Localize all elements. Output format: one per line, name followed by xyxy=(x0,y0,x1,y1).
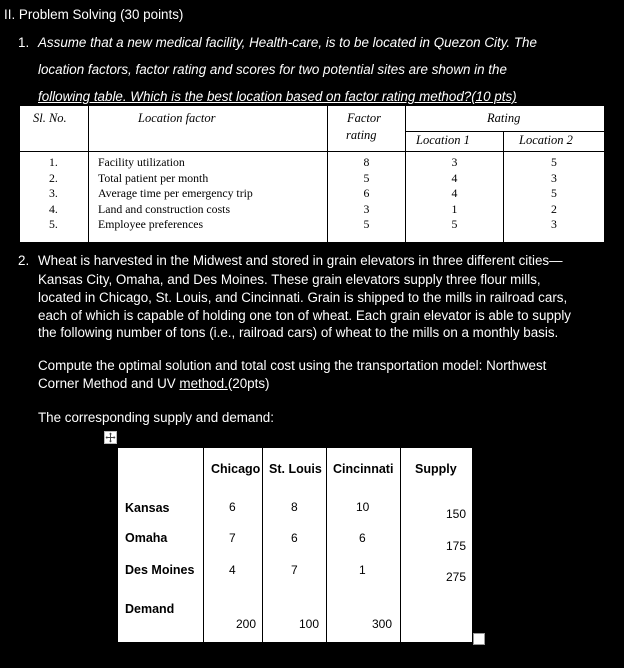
cost-cell: 4 xyxy=(229,563,236,577)
header-location-2: Location 2 xyxy=(519,133,573,147)
factor-rating-cell: 5 xyxy=(363,217,370,231)
header-factor-rating-1: Factor xyxy=(347,111,382,125)
header-rating: Rating xyxy=(487,111,521,125)
location-1-cell: 4 xyxy=(451,170,458,185)
factor-rating-table xyxy=(19,105,605,243)
header-location-factor: Location factor xyxy=(138,111,216,125)
sl-no-cell: 5. xyxy=(49,217,58,231)
header-supply: Supply xyxy=(415,462,457,476)
cost-cell: 8 xyxy=(291,500,298,514)
demand-cell: 200 xyxy=(236,617,257,631)
supply-cell: 175 xyxy=(446,539,467,553)
cost-cell: 10 xyxy=(356,500,370,514)
section-title: II. Problem Solving (30 points) xyxy=(4,7,184,22)
col-location-2 xyxy=(504,155,604,233)
col-factors xyxy=(98,155,253,233)
compute-line-2c: (20pts) xyxy=(227,376,270,391)
cost-cell: 1 xyxy=(359,563,366,577)
sl-no-cell: 2. xyxy=(49,170,58,185)
q2-line-5: the following number of tons (i.e., railroad cars) of wheat to the mills on a monthly basis. xyxy=(38,325,559,340)
table-resize-handle-icon[interactable] xyxy=(473,633,485,645)
header-chicago: Chicago xyxy=(211,462,261,476)
demand-cell: 300 xyxy=(372,617,393,631)
supply-cell: 275 xyxy=(446,570,467,584)
q2-line-1: Wheat is harvested in the Midwest and stored in grain elevators in three different cities— xyxy=(38,253,563,268)
q1-number: 1. xyxy=(18,35,30,50)
q2-line-2: Kansas City, Omaha, and Des Moines. These grain elevators supply three flour mills, xyxy=(38,272,541,287)
supply-demand-label: The corresponding supply and demand: xyxy=(38,410,274,425)
location-2-cell: 5 xyxy=(551,186,557,200)
q2-line-4: each of which is capable of holding one ton of wheat. Each grain elevator is able to supply xyxy=(38,308,571,323)
col-sl-no xyxy=(49,155,58,233)
table-move-handle-icon[interactable] xyxy=(104,431,117,444)
location-2-cell: 3 xyxy=(551,217,557,231)
col-location-1 xyxy=(406,155,503,233)
row-label-kansas: Kansas xyxy=(125,501,170,515)
cost-cell: 7 xyxy=(291,563,298,577)
location-1-cell: 5 xyxy=(451,217,458,231)
location-2-cell: 2 xyxy=(551,201,557,216)
header-factor-rating-2: rating xyxy=(346,128,377,142)
factor-cell: Average time per emergency trip xyxy=(98,186,253,200)
sl-no-cell: 1. xyxy=(49,155,58,169)
q1-line-2: location factors, factor rating and scores for two potential sites are shown in the xyxy=(38,62,507,77)
sl-no-cell: 3. xyxy=(49,186,58,200)
q1-line-1: Assume that a new medical facility, Health-care, is to be located in Quezon City. The xyxy=(38,35,537,50)
q1-line-3: following table. Which is the best location based on factor rating method?(10 pts) xyxy=(38,89,517,104)
transportation-table xyxy=(117,447,473,643)
location-2-cell: 3 xyxy=(551,170,557,185)
q2-number: 2. xyxy=(18,253,30,268)
row-label-omaha: Omaha xyxy=(125,531,168,545)
compute-line-2 xyxy=(38,376,270,392)
factor-rating-cell: 3 xyxy=(363,201,370,216)
factor-rating-cell: 8 xyxy=(363,155,370,169)
factor-rating-cell: 6 xyxy=(363,186,370,200)
location-1-cell: 3 xyxy=(451,155,458,169)
header-location-1: Location 1 xyxy=(416,133,470,147)
factor-rating-cell: 5 xyxy=(363,170,370,185)
row-label-des-moines: Des Moines xyxy=(125,563,195,577)
header-sl-no: Sl. No. xyxy=(33,111,67,125)
location-2-cell: 5 xyxy=(551,155,557,169)
factor-cell: Land and construction costs xyxy=(98,201,231,216)
sl-no-cell: 4. xyxy=(49,201,58,216)
cost-cell: 6 xyxy=(229,500,236,514)
demand-cell: 100 xyxy=(299,617,320,631)
header-cincinnati: Cincinnati xyxy=(333,462,394,476)
compute-line-2b: method. xyxy=(179,376,228,391)
q2-line-3: located in Chicago, St. Louis, and Cincinnati. Grain is shipped to the mills in railroad cars, xyxy=(38,290,568,305)
cost-cell: 6 xyxy=(291,531,298,545)
factor-cell: Employee preferences xyxy=(98,217,204,231)
supply-cell: 150 xyxy=(446,507,467,521)
cost-cell: 6 xyxy=(359,531,366,545)
header-st-louis: St. Louis xyxy=(269,462,322,476)
row-label-demand: Demand xyxy=(125,602,175,616)
col-factor-rating xyxy=(328,155,405,233)
location-1-cell: 1 xyxy=(451,201,458,216)
compute-line-1: Compute the optimal solution and total cost using the transportation model: Northwest xyxy=(38,358,547,373)
factor-cell: Total patient per month xyxy=(98,170,209,185)
compute-line-2a: Corner Method and UV xyxy=(38,376,180,391)
factor-cell: Facility utilization xyxy=(98,155,185,169)
cost-cell: 7 xyxy=(229,531,236,545)
location-1-cell: 4 xyxy=(451,186,458,200)
